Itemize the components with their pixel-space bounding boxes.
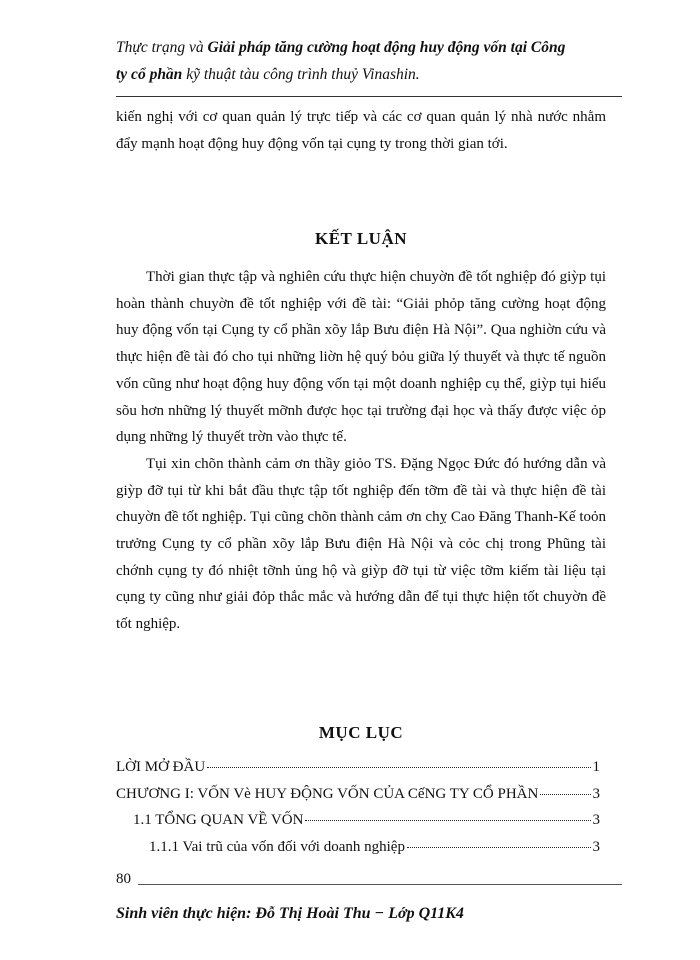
- paragraph: Tụi xin chõn thành cảm ơn thầy giỏo TS. Đặng Ngọc Đức đó hướng dẫn và giỳp đỡ tụi từ khi bắt đầu thực tập tốt nghiệp đến tỡm đề tài và thực hiện đề tài chuyờn đề tốt nghiệp. Tụi cũng chõn thành cảm ơn chỵ Cao Đăng Thanh-Kế toỏn trưởng Cụng ty cổ phần xõy lắp Bưu điện Hà Nội và cỏc chị trong Phũng tài chớnh cụng ty đó nhiệt tỡnh ủng hộ và giỳp đỡ tụi từ việc tỡm kiếm tài liệu tại cụng ty cũng như giải đỏp thắc mắc và hướng dẫn để tụi thực hiện tốt chuyờn đề tốt nghiệp.: [116, 455, 606, 633]
- footer-author: Đỗ Thị Hoài Thu − Lớp Q11K4: [255, 905, 464, 922]
- toc-entry-page: 3: [592, 838, 600, 855]
- toc-leader-dots: [540, 794, 590, 795]
- toc-entry-label: CHƯƠNG I: VỐN Vè HUY ĐỘNG VỐN CỦA CếNG TY CỔ PHẦN: [116, 785, 539, 802]
- toc-entry[interactable]: [116, 807, 600, 834]
- toc-leader-dots: [305, 820, 590, 821]
- toc-entry-label: 1.1.1 Vai trũ của vốn đối với doanh nghiệp: [149, 838, 405, 855]
- footer-divider: [138, 884, 622, 885]
- table-of-contents: [116, 754, 600, 860]
- toc-entry-label: LỜI MỞ ĐẦU: [116, 759, 206, 775]
- section-title-conclusion: KẾT LUẬN: [314, 229, 407, 248]
- toc-entry[interactable]: [116, 781, 600, 808]
- page-number: 80: [116, 871, 131, 887]
- toc-entry-label: 1.1 TỔNG QUAN VỀ VỐN: [133, 812, 304, 828]
- header-line-1: [116, 34, 616, 61]
- conclusion-body: [116, 264, 606, 638]
- header-divider: [116, 96, 622, 97]
- continued-paragraph: [116, 104, 606, 157]
- toc-leader-dots: [207, 767, 590, 768]
- toc-entry-page: 3: [592, 785, 600, 802]
- toc-entry[interactable]: [116, 754, 600, 781]
- header-line-2: [116, 61, 616, 88]
- toc-entry[interactable]: [116, 834, 600, 861]
- header-text: kỹ thuật tàu công trình thuỷ Vinashin.: [186, 66, 420, 83]
- paragraph: kiến nghị với cơ quan quản lý trực tiếp và các cơ quan quản lý nhà nước nhằm đẩy mạnh hoạt động huy động vốn tại cụng ty trong thời gian tới.: [116, 109, 606, 152]
- footer-label: Sinh viên thực hiện:: [116, 905, 256, 922]
- toc-leader-dots: [407, 847, 591, 848]
- header-title-bold: ty cổ phần: [116, 66, 187, 83]
- running-footer: [116, 905, 464, 923]
- header-title-bold: Giải pháp tăng cường hoạt động huy động vốn tại Công: [207, 39, 566, 56]
- toc-entry-page: 1: [592, 759, 600, 775]
- toc-entry-page: 3: [592, 812, 600, 828]
- header-text: Thực trạng và: [116, 39, 208, 56]
- section-title-toc: MỤC LỤC: [318, 723, 404, 742]
- running-header: [116, 34, 616, 88]
- paragraph: Thời gian thực tập và nghiên cứu thực hiện chuyờn đề tốt nghiệp đó giỳp tụi hoàn thành chuyờn đề tốt nghiệp với đề tài: “Giải phỏp tăng cường hoạt động huy động vốn tại Cụng ty cổ phần xõy lắp Bưu điện Hà Nội”. Qua nghiờn cứu và thực hiện đề tài đó cho tụi những liờn hệ quý bỏu giữa lý thuyết và thực tế nguồn vốn cũng như hoạt động huy động vốn tại một doanh nghiệp cụ thể, giỳp tụi hiểu sõu hơn những lý thuyết mỡnh được học tại trường đại học và thấy được việc ỏp dụng những lý thuyết trờn vào thực tế.: [116, 269, 606, 446]
